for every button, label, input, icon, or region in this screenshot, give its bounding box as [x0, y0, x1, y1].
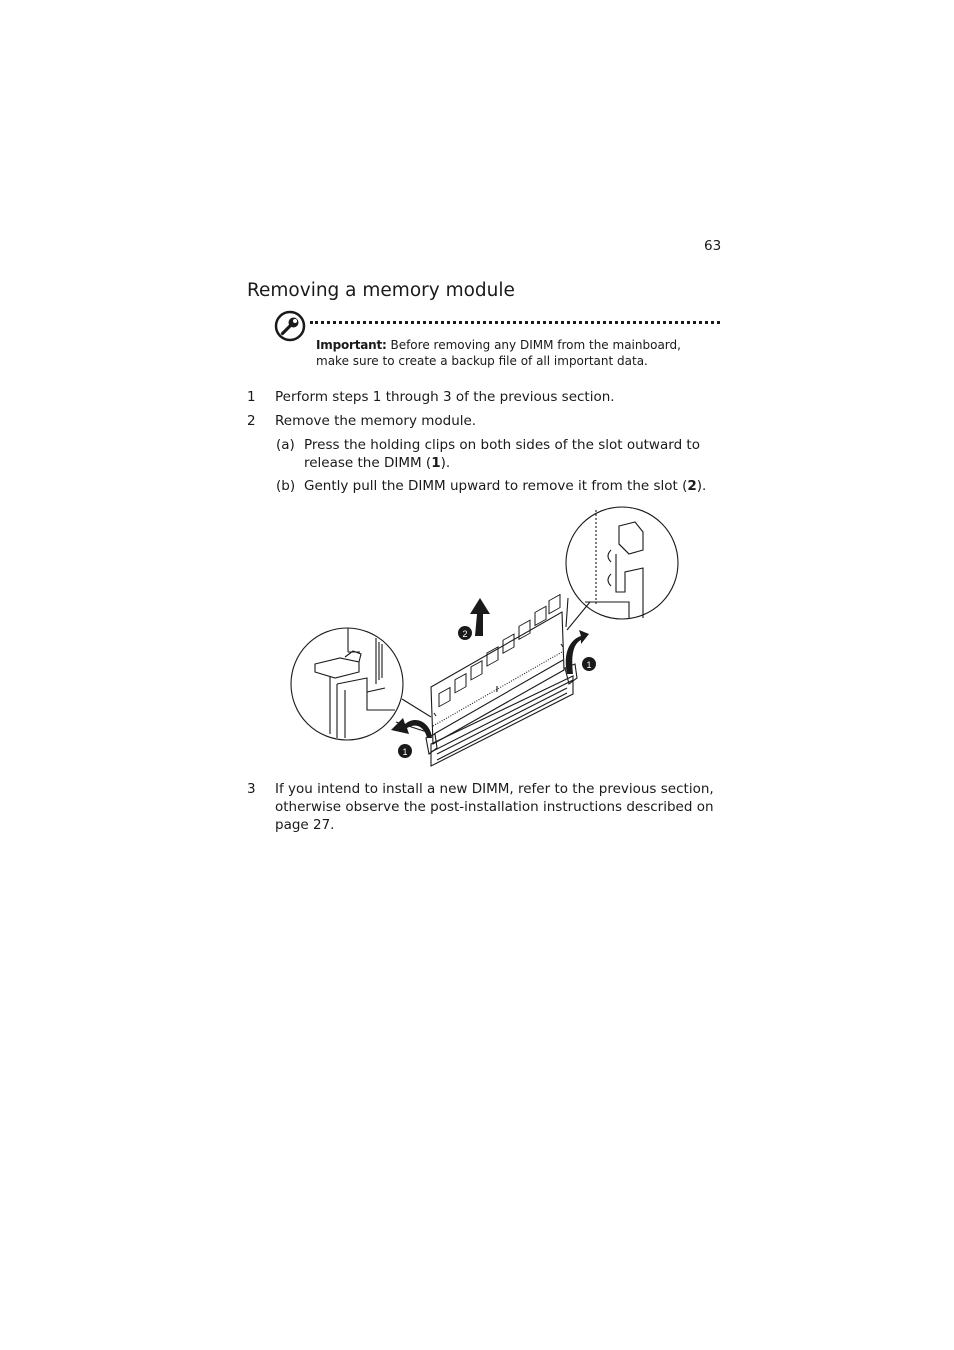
callout-ref: 1: [431, 455, 441, 471]
wrench-icon: [274, 310, 306, 342]
memory-chips: [439, 595, 560, 707]
step-number: 3: [247, 781, 256, 797]
callout-2: 2: [462, 629, 468, 639]
note-line-2: make sure to create a backup file of all important data.: [316, 354, 648, 368]
substep-line-1: Press the holding clips on both sides of the slot outward to: [304, 437, 700, 453]
substep-text-post: ).: [696, 478, 707, 494]
note-line-1: Before removing any DIMM from the mainboard,: [390, 338, 681, 352]
step-line-2: otherwise observe the post-installation instructions described on: [275, 799, 714, 815]
step-number: 2: [247, 413, 256, 429]
dimm-removal-illustration: [285, 502, 685, 777]
step-1: [247, 388, 727, 406]
substep-mark: (a): [276, 437, 295, 453]
step-text: Perform steps 1 through 3 of the previous section.: [275, 389, 615, 405]
right-clip-detail: [566, 507, 678, 619]
step-line-3: page 27.: [275, 817, 335, 833]
step-text: Remove the memory module.: [275, 413, 477, 429]
substep-mark: (b): [276, 478, 296, 494]
step-3: [247, 780, 727, 836]
up-arrow: [470, 598, 490, 636]
callout-1-left: 1: [402, 747, 408, 757]
substep-line-2-pre: release the DIMM (: [304, 455, 432, 471]
note-divider: [310, 321, 720, 324]
substep-text-pre: Gently pull the DIMM upward to remove it from the slot (: [304, 478, 688, 494]
step-line-1: If you intend to install a new DIMM, refer to the previous section,: [275, 781, 714, 797]
left-clip-arrow: [391, 718, 432, 738]
dimm-module: [431, 612, 564, 744]
callout-ref: 2: [687, 478, 697, 494]
section-title: Removing a memory module: [247, 280, 515, 301]
important-note: [316, 337, 716, 369]
step-2: [247, 412, 727, 430]
dimm-slot: [426, 664, 577, 766]
callout-1-right: 1: [586, 660, 592, 670]
substep-a: [276, 436, 726, 472]
step-number: 1: [247, 389, 256, 405]
page-number: 63: [704, 238, 722, 254]
substep-line-2-post: ).: [440, 455, 451, 471]
arrows: [391, 598, 592, 738]
substep-b: [276, 477, 726, 495]
left-clip-detail: [291, 628, 403, 740]
note-label: Important:: [316, 338, 387, 352]
